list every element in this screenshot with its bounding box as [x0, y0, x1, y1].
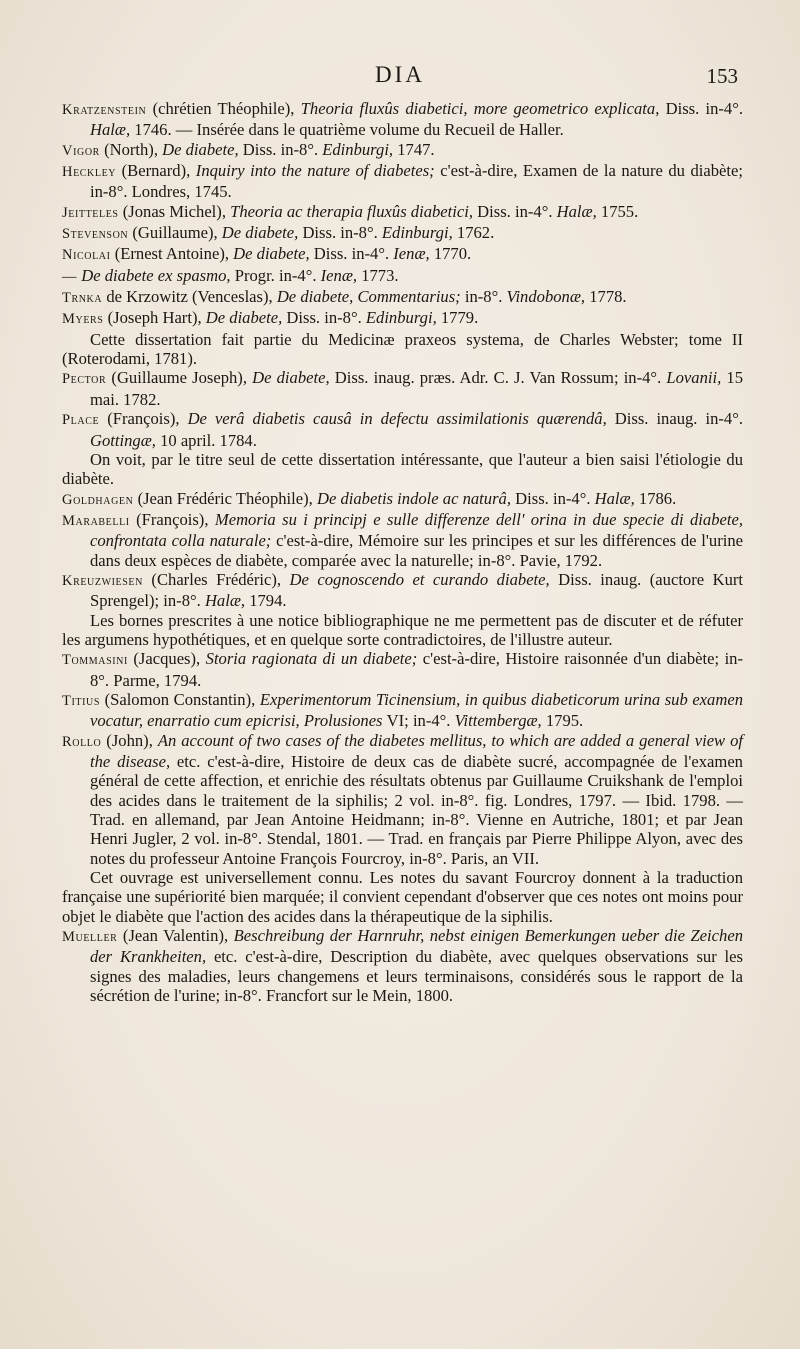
entry-publication-details: in-8°. [464, 287, 507, 307]
entry-work-title: Inquiry into the nature of diabetes; [195, 161, 441, 181]
entry-author-given-names: (chrétien Théophile), [146, 99, 301, 118]
entry-place: Halæ, [594, 488, 639, 508]
entry-publication-details: Diss. in-8°. [302, 223, 382, 243]
entry-place: Vindobonæ, [506, 287, 590, 307]
entry-work-title: De diabete, [252, 368, 335, 388]
bibliography-entry [62, 510, 743, 570]
entry-author: — [62, 268, 78, 285]
entry-date: 15 mai. 1782. [90, 368, 743, 409]
entry-publication-details: Diss. in-4°. [665, 99, 744, 118]
bibliography-entry [62, 690, 743, 731]
entry-author-given-names: (North), [99, 139, 163, 159]
entry-work-title: De diabete, [233, 244, 314, 264]
entry-date: 10 april. 1784. [160, 430, 257, 450]
entry-date: 1794. [163, 670, 202, 690]
running-head-title: DIA [375, 62, 425, 87]
commentary-paragraph [62, 450, 743, 489]
entry-author-given-names: (Jean Valentin), [117, 926, 234, 946]
bibliography-text [62, 99, 743, 1005]
entry-author: Kreuzwiesen [62, 572, 143, 589]
page-number: 153 [706, 64, 738, 88]
entry-author: Tommasini [62, 652, 128, 669]
bibliography-entry [62, 99, 743, 140]
entry-publication-details: Diss. in-4°. [313, 244, 394, 264]
entry-author: Nicolai [62, 247, 111, 264]
entry-publication-details: Diss. in-4°. [477, 201, 557, 221]
entry-publication-details: Diss. in-8°. [242, 139, 323, 159]
entry-author: Goldhagen [62, 491, 134, 508]
entry-author-given-names: (Jacques), [127, 649, 206, 669]
entry-author: Place [62, 412, 100, 429]
entry-work-title: De diabete, [221, 223, 303, 243]
entry-publication-details: etc. c'est-à-dire, Histoire de deux cas de diabète sucré, accompagnée de l'examen général de cette affection, et enrichie des résultats obtenus par Guillaume Cruikshank de l'emploi des acides dans le traitement de la siphilis; 2 vol. in-8°. fig. Londres, 1797. — Ibid. 1798. — Trad. en allemand, par Jean Antoine Heidmann; in-8°. Vienne en Autriche, 1801; et par Jean Henri Jugler, 2 vol. in-8°. Stendal, 1801. — Trad. en français par Pierre Philippe Alyon, avec des notes du professeur Antoine François Fourcroy, in-8°. Paris, an VII. [90, 752, 743, 868]
bibliography-entry [62, 368, 743, 409]
bibliography-entry [62, 244, 743, 265]
entry-work-title: De cognoscendo et curando diabete, [289, 569, 559, 589]
bibliography-entry [62, 409, 743, 450]
bibliography-entry [62, 287, 743, 308]
entry-date: 1779. [440, 308, 479, 328]
entry-date: 1755. [600, 201, 639, 221]
entry-place: Ienæ, [320, 265, 362, 285]
entry-author-given-names: (Charles Frédéric), [142, 569, 290, 589]
entry-work-title: De diabete, [162, 139, 243, 159]
commentary-paragraph [62, 611, 743, 650]
entry-work-title: Experimentorum Ticinensium, in quibus diabeticorum urina sub examen vocatur, enarratio cum epicrisi, Prolusiones [90, 689, 743, 731]
entry-author-given-names: (Jonas Michel), [118, 201, 231, 221]
entry-date: 1800. [415, 986, 454, 1006]
entry-work-title: Theoria ac therapia fluxûs diabetici, [230, 201, 478, 221]
bibliography-entry [62, 266, 743, 287]
entry-author: Rollo [62, 733, 102, 750]
commentary-paragraph [62, 868, 743, 926]
entry-work-title: De diabete ex spasmo, [81, 265, 235, 285]
entry-work-title: Memoria su i principj e sulle differenze dell' orina in due specie di diabete, confrontata colla naturale; [90, 509, 743, 551]
entry-publication-details: etc. c'est-à-dire, Description du diabète, avec quelques observations sur les signes des maladies, leurs changemens et leurs terminaisons, considérés sous le rapport de la sécrétion de l'urine; in-8°. Francfort sur le Mein, [90, 947, 743, 1006]
entry-date: 1747. [397, 139, 435, 159]
entry-author-given-names: (Guillaume Joseph), [106, 368, 253, 388]
entry-place: Lovanii, [666, 368, 727, 388]
entry-publication-details: Progr. in-4°. [234, 265, 321, 285]
bibliography-entry [62, 489, 743, 510]
entry-author-given-names: (Ernest Antoine), [110, 244, 234, 264]
entry-author-given-names: (Jean Frédéric Théophile), [133, 488, 317, 508]
bibliography-entry [62, 140, 743, 161]
entry-work-title: Beschreibung der Harnruhr, nebst einigen Bemerkungen ueber die Zeichen der Krankheiten, [90, 926, 743, 967]
entry-place: Vittembergæ, [454, 711, 546, 731]
bibliography-entry [62, 161, 743, 202]
entry-publication-details: Diss. inaug. in-4°. [614, 409, 743, 429]
entry-work-title: De diabetis indole ac naturâ, [316, 488, 516, 508]
entry-author: Jeitteles [62, 204, 119, 221]
entry-date: 1770. [433, 244, 472, 264]
entry-author: Titius [62, 692, 101, 709]
entry-author: Pector [62, 371, 107, 388]
entry-author-given-names: (François), [99, 409, 188, 429]
bibliography-entry [62, 570, 743, 611]
entry-work-title: Theoria fluxûs diabetici, more geometrico explicata, [300, 99, 666, 118]
entry-place: Edinburgi, [365, 308, 441, 328]
entry-author-given-names: (Bernard), [116, 161, 196, 181]
entry-author-given-names: (François), [129, 509, 215, 529]
entry-work-title: Storia ragionata di un diabete; [205, 649, 423, 669]
entry-author: Stevenson [62, 226, 129, 243]
entry-date: 1746. — Insérée dans le quatrième volume du Recueil de Haller. [134, 120, 564, 140]
bibliography-entry [62, 926, 743, 1005]
entry-publication-details: c'est-à-dire, Histoire raisonnée d'un diabète; in-8°. Parme, [90, 649, 744, 690]
entry-publication-details: VI; in-4°. [386, 711, 455, 731]
entry-date: 1773. [361, 265, 399, 285]
entry-date: 1792. [564, 550, 603, 570]
running-head [62, 62, 738, 92]
bibliography-entry [62, 202, 743, 223]
bibliography-entry [62, 223, 743, 244]
entry-author: Heckley [62, 164, 117, 181]
entry-author-given-names: (John), [101, 730, 158, 750]
entry-place: Halæ, [204, 591, 250, 611]
entry-work-title: De diabete, [205, 308, 287, 328]
commentary-text: Cet ouvrage est universellement connu. Les notes du savant Fourcroy donnent à la traduction française une supériorité bien marquée; il convient cependant d'observer que ces notes ont moins pour objet le diabète que l'action des acides dans la thérapeutique de la siphilis. [62, 868, 743, 926]
entry-author: Myers [62, 311, 104, 328]
entry-place: Edinburgi, [322, 139, 398, 159]
entry-date: 1745. [194, 182, 232, 202]
entry-author: Mueller [62, 929, 118, 946]
entry-place: Halæ, [556, 201, 601, 221]
entry-date: 1794. [249, 591, 287, 611]
entry-place: Ienæ, [393, 244, 434, 264]
bibliography-entry [62, 308, 743, 329]
entry-author-given-names: de Krzowitz (Venceslas), [102, 287, 277, 307]
entry-work-title: De verâ diabetis causâ in defectu assimilationis quærendâ, [187, 409, 615, 429]
entry-place: Gottingæ, [90, 430, 161, 450]
entry-publication-details: Diss. inaug. (auctore Kurt Sprengel); in-8°. [90, 569, 744, 611]
entry-author: Vigor [62, 142, 100, 159]
bibliography-entry [62, 731, 743, 868]
entry-author-given-names: (Guillaume), [128, 223, 222, 243]
entry-work-title: De diabete, Commentarius; [276, 287, 465, 307]
entry-date: 1786. [638, 488, 677, 508]
entry-place: Halæ, [90, 120, 135, 140]
entry-author-given-names: (Joseph Hart), [103, 308, 206, 328]
bibliography-entry [62, 649, 743, 690]
entry-date: 1795. [545, 711, 584, 731]
entry-author: Trnka [62, 290, 103, 307]
entry-date: 1778. [589, 287, 627, 307]
entry-work-title: An account of two cases of the diabetes mellitus, to which are added a general view of the disease, [90, 730, 743, 771]
commentary-paragraph [62, 330, 743, 369]
entry-publication-details: Diss. in-4°. [515, 488, 595, 508]
entry-publication-details: c'est-à-dire, Examen de la nature du diabète; in-8°. Londres, [90, 161, 743, 202]
entry-publication-details: Diss. in-8°. [286, 308, 366, 328]
commentary-text: Les bornes prescrites à une notice bibliographique ne me permettent pas de discuter et de réfuter les argumens hypothétiques, et en quelque sorte contradictoires, de l'illustre auteur. [62, 610, 743, 649]
entry-author: Marabelli [62, 512, 130, 529]
entry-publication-details: c'est-à-dire, Mémoire sur les principes et sur les différences de l'urine dans deux espèces de diabète, comparée avec la naturelle; in-8°. Pavie, [90, 531, 744, 570]
commentary-text: Cette dissertation fait partie du Medicinæ praxeos systema, de Charles Webster; tome II (Roterodami, 1781). [62, 329, 743, 369]
entry-author-given-names: (Salomon Constantin), [100, 689, 260, 709]
entry-publication-details: Diss. inaug. præs. Adr. C. J. Van Rossum; in-4°. [334, 368, 667, 388]
entry-author: Kratzenstein [62, 102, 147, 118]
entry-date: 1762. [456, 223, 495, 243]
entry-place: Edinburgi, [381, 223, 457, 243]
commentary-text: On voit, par le titre seul de cette dissertation intéressante, que l'auteur a bien saisi l'étiologie du diabète. [62, 449, 743, 489]
